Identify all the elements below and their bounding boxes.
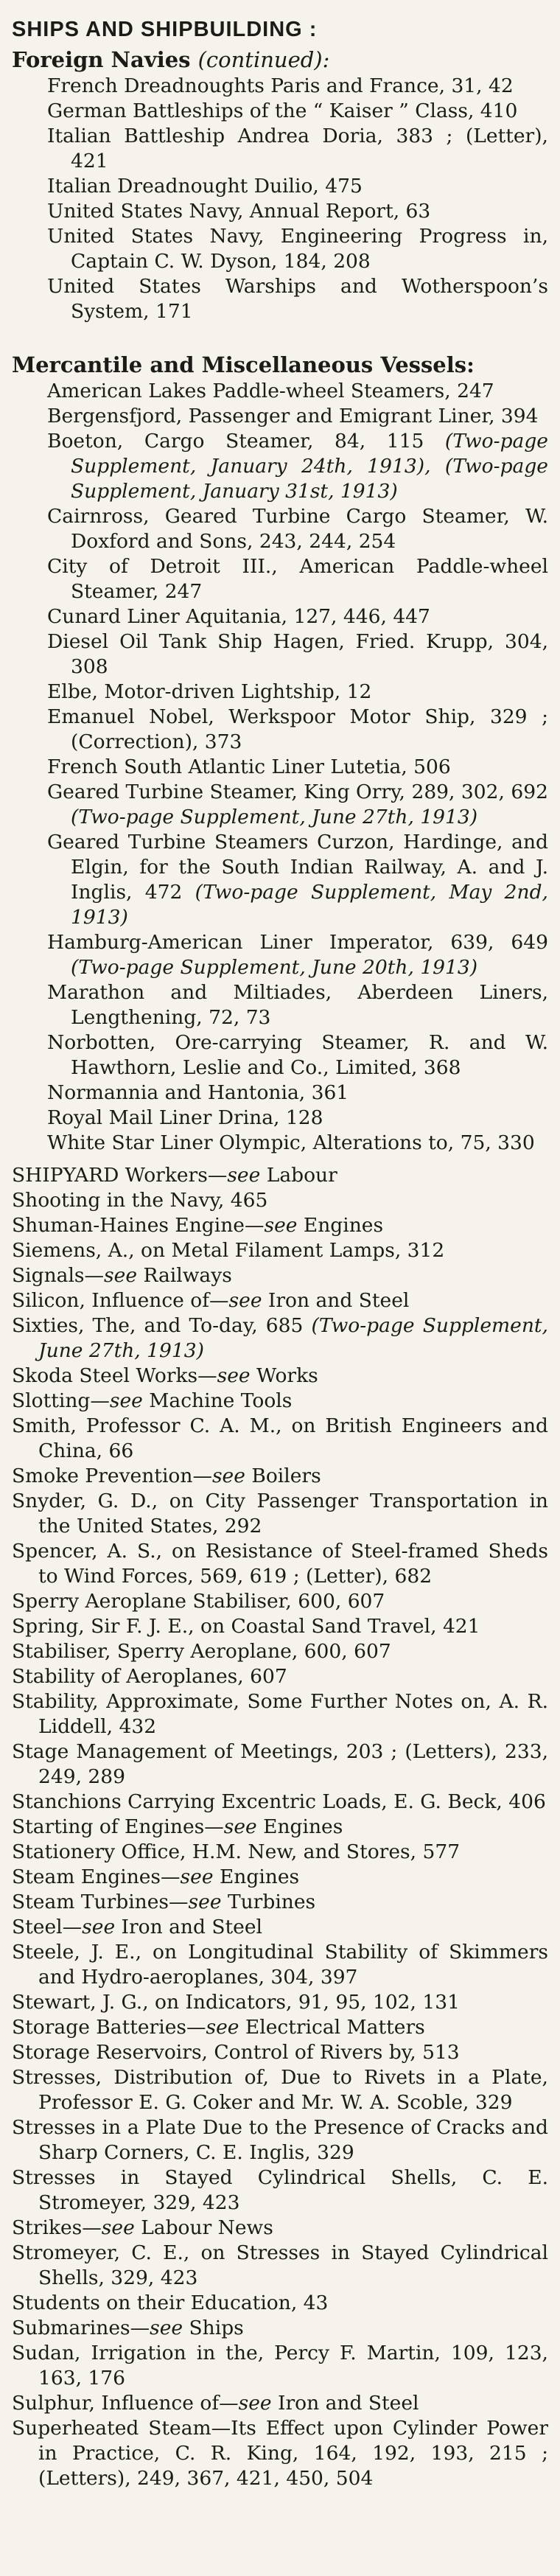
index-entry: [12, 1313, 548, 1364]
see-reference: see: [223, 1815, 257, 1838]
index-entry: [12, 1614, 548, 1639]
supplement-note: (Two-page Supplement, June 20th, 1913): [71, 956, 478, 979]
entry-text: Shooting in the Navy, 465: [12, 1189, 268, 1212]
entry-text: United States Warships and Wotherspoon’s System, 171: [47, 275, 548, 323]
see-reference: see: [227, 1164, 261, 1187]
entry-text: United States Navy, Engineering Progress in, Captain C. W. Dyson, 184, 208: [47, 225, 548, 273]
see-target: Works: [250, 1364, 318, 1387]
index-entry: [12, 429, 548, 504]
foreign-navies-list: [12, 74, 548, 324]
entry-text: Storage Batteries—: [12, 2016, 206, 2039]
supplement-note: (Two-page Supplement, May 2nd, 1913): [71, 881, 548, 929]
entry-text: Diesel Oil Tank Ship Hagen, Fried. Krupp, 304, 308: [47, 630, 548, 678]
see-target: Machine Tools: [142, 1389, 293, 1412]
see-reference: see: [180, 1865, 214, 1888]
index-entry: [12, 780, 548, 830]
entry-text: Spencer, A. S., on Resistance of Steel-framed Sheds to Wind Forces, 569, 619 ; (Letter), 682: [12, 1540, 548, 1588]
index-entry: [12, 1163, 548, 1188]
section-heading-foreign-navies: [12, 46, 548, 74]
index-entry: [12, 2040, 548, 2065]
entry-text: Skoda Steel Works—: [12, 1364, 217, 1387]
index-entry: [12, 1915, 548, 1940]
index-entry: [12, 1865, 548, 1890]
index-entry: [12, 1106, 548, 1131]
index-entry: [12, 2291, 548, 2316]
entry-text: Stage Management of Meetings, 203 ; (Letters), 233, 249, 289: [12, 1740, 548, 1788]
index-entry: [12, 1815, 548, 1840]
index-entry: [12, 1840, 548, 1865]
entry-text: City of Detroit III., American Paddle-wheel Steamer, 247: [47, 555, 548, 603]
index-entry: [12, 1790, 548, 1815]
entry-text: Stresses in Stayed Cylindrical Shells, C. E. Stromeyer, 329, 423: [12, 2166, 548, 2214]
index-entry: [12, 199, 548, 224]
entry-text: Shuman-Haines Engine—: [12, 1214, 265, 1237]
index-entry: [12, 1639, 548, 1664]
entry-text: SHIPYARD Workers—: [12, 1164, 228, 1187]
entry-text: French South Atlantic Liner Lutetia, 506: [47, 755, 451, 778]
entry-text: Steele, J. E., on Longitudinal Stability of Skimmers and Hydro-aeroplanes, 304, 397: [12, 1941, 548, 1989]
entry-text: Sudan, Irrigation in the, Percy F. Martin, 109, 123, 163, 176: [12, 2342, 548, 2390]
index-entry: [12, 1940, 548, 1990]
see-target: Iron and Steel: [115, 1916, 263, 1938]
see-target: Engines: [256, 1815, 343, 1838]
entry-text: Students on their Education, 43: [12, 2291, 329, 2314]
entry-text: Geared Turbine Steamers Curzon, Hardinge, and Elgin, for the South Indian Railway, A. and J. Inglis, 472: [47, 831, 548, 904]
see-target: Iron and Steel: [262, 1289, 410, 1312]
entry-text: Silicon, Influence of—: [12, 1289, 229, 1312]
see-reference: see: [238, 2392, 272, 2415]
entry-text: Strikes—: [12, 2216, 102, 2239]
see-reference: see: [104, 1264, 138, 1287]
index-entry: [12, 1389, 548, 1414]
index-entry: [12, 1288, 548, 1313]
index-entry: [12, 2115, 548, 2165]
entry-text: French Dreadnoughts Paris and France, 31, 42: [47, 74, 514, 97]
index-entry: [12, 755, 548, 780]
see-target: Electrical Matters: [239, 2016, 425, 2039]
see-reference: see: [264, 1214, 298, 1237]
entry-text: American Lakes Paddle-wheel Steamers, 247: [47, 380, 494, 402]
entry-text: Norbotten, Ore-carrying Steamer, R. and W. Hawthorn, Leslie and Co., Limited, 368: [47, 1031, 548, 1079]
entry-text: Cairnross, Geared Turbine Cargo Steamer, W. Doxford and Sons, 243, 244, 254: [47, 505, 548, 553]
index-entry: [12, 274, 548, 324]
entry-text: Signals—: [12, 1264, 105, 1287]
index-entry: [12, 1188, 548, 1213]
index-entry: [12, 174, 548, 199]
entry-text: Stabiliser, Sperry Aeroplane, 600, 607: [12, 1640, 391, 1663]
index-entry: [12, 2416, 548, 2491]
entry-text: Marathon and Miltiades, Aberdeen Liners, Lengthening, 72, 73: [47, 981, 548, 1029]
index-entry: [12, 830, 548, 930]
entry-text: Royal Mail Liner Drina, 128: [47, 1106, 323, 1129]
index-entry: [12, 1364, 548, 1389]
index-entry: [12, 2316, 548, 2341]
entry-text: Emanuel Nobel, Werkspoor Motor Ship, 329 ; (Correction), 373: [47, 705, 548, 753]
mercantile-vessels-list: [12, 379, 548, 1156]
entry-text: United States Navy, Annual Report, 63: [47, 200, 431, 223]
index-entry: [12, 379, 548, 404]
entry-text: Normannia and Hantonia, 361: [47, 1081, 349, 1104]
index-entry: [12, 1414, 548, 1464]
supplement-note: (Two-page Supplement, January 24th, 1913), (Two-page Supplement, January 31st, 1913): [71, 430, 548, 503]
see-reference: see: [211, 1465, 245, 1487]
see-target: Labour: [260, 1164, 337, 1187]
index-entry: [12, 404, 548, 429]
see-target: Railways: [137, 1264, 232, 1287]
entry-text: Steam Turbines—: [12, 1891, 189, 1913]
entry-text: Sperry Aeroplane Stabiliser, 600, 607: [12, 1590, 385, 1613]
entry-text: Smith, Professor C. A. M., on British Engineers and China, 66: [12, 1414, 548, 1462]
section-title: Foreign Navies: [12, 47, 191, 72]
entry-text: Italian Battleship Andrea Doria, 383 ; (Letter), 421: [47, 125, 548, 172]
index-entry: [12, 74, 548, 99]
see-target: Engines: [297, 1214, 384, 1237]
index-entry: [12, 629, 548, 680]
see-reference: see: [217, 1364, 251, 1387]
index-entry: [12, 980, 548, 1030]
index-entry: [12, 1263, 548, 1288]
index-entry: [12, 1489, 548, 1539]
entry-text: Stability of Aeroplanes, 607: [12, 1665, 287, 1688]
entry-text: Cunard Liner Aquitania, 127, 446, 447: [47, 605, 430, 628]
entry-text: German Battleships of the “ Kaiser ” Class, 410: [47, 100, 518, 122]
see-target: Ships: [183, 2317, 244, 2339]
index-entry: [12, 1238, 548, 1263]
see-reference: see: [109, 1389, 143, 1412]
see-target: Labour News: [134, 2216, 273, 2239]
index-entry: [12, 1739, 548, 1790]
entry-text: Storage Reservoirs, Control of Rivers by, 513: [12, 2041, 460, 2064]
index-entry: [12, 604, 548, 629]
index-entry: [12, 224, 548, 274]
entry-text: Stability, Approximate, Some Further Notes on, A. R. Liddell, 432: [12, 1690, 548, 1738]
index-entry: [12, 2065, 548, 2115]
entry-text: Stresses in a Plate Due to the Presence of Cracks and Sharp Corners, C. E. Inglis, 329: [12, 2116, 548, 2164]
index-entry: [12, 2216, 548, 2241]
index-entry: [12, 1664, 548, 1689]
entry-text: Geared Turbine Steamer, King Orry, 289, 302, 692: [47, 781, 548, 803]
supplement-note: (Two-page Supplement, June 27th, 1913): [38, 1314, 548, 1362]
index-entry: [12, 2341, 548, 2391]
index-entry: [12, 1589, 548, 1614]
entry-text: Stanchions Carrying Excentric Loads, E. G. Beck, 406: [12, 1790, 546, 1813]
index-entry: [12, 1990, 548, 2015]
entry-text: Stromeyer, C. E., on Stresses in Stayed Cylindrical Shells, 329, 423: [12, 2241, 548, 2289]
index-entry: [12, 2015, 548, 2040]
index-entries-list: [12, 1163, 548, 2491]
index-entry: [12, 705, 548, 755]
section-heading-mercantile: Mercantile and Miscellaneous Vessels:: [12, 352, 475, 377]
index-entry: [12, 1131, 548, 1156]
index-entry: [12, 1464, 548, 1489]
see-reference: see: [206, 2016, 239, 2039]
index-entry: [12, 680, 548, 705]
index-entry: [12, 1539, 548, 1589]
index-entry: [12, 1213, 548, 1238]
index-entry: [12, 1689, 548, 1739]
entry-text: Italian Dreadnought Duilio, 475: [47, 175, 363, 198]
see-target: Engines: [213, 1865, 300, 1888]
index-entry: [12, 1030, 548, 1081]
page-heading: SHIPS AND SHIPBUILDING :: [12, 18, 318, 41]
supplement-note: (Two-page Supplement, June 27th, 1913): [71, 806, 478, 828]
index-entry: [12, 2241, 548, 2291]
index-entry: [12, 1890, 548, 1915]
see-reference: see: [228, 1289, 262, 1312]
entry-text: Superheated Steam—Its Effect upon Cylinder Power in Practice, C. R. King, 164, 192, 193, 215 ; (Letters), 249, 367, 421, 450, 504: [12, 2417, 548, 2490]
index-entry: [12, 2165, 548, 2216]
entry-text: Snyder, G. D., on City Passenger Transportation in the United States, 292: [12, 1490, 548, 1537]
see-reference: see: [150, 2317, 183, 2339]
entry-text: Sulphur, Influence of—: [12, 2392, 239, 2415]
entry-text: Sixties, The, and To-day, 685: [12, 1314, 312, 1337]
entry-text: Boeton, Cargo Steamer, 84, 115: [47, 430, 445, 453]
entry-text: Hamburg-American Liner Imperator, 639, 649: [47, 931, 548, 954]
index-entry: [12, 554, 548, 604]
see-target: Boilers: [245, 1465, 321, 1487]
see-reference: see: [101, 2216, 135, 2239]
entry-text: Stresses, Distribution of, Due to Rivets in a Plate, Professor E. G. Coker and Mr. W. A. Scoble, 329: [12, 2066, 548, 2114]
entry-text: Smoke Prevention—: [12, 1465, 212, 1487]
entry-text: Siemens, A., on Metal Filament Lamps, 312: [12, 1239, 445, 1262]
entry-text: Slotting—: [12, 1389, 110, 1412]
entry-text: Bergensfjord, Passenger and Emigrant Liner, 394: [47, 405, 539, 427]
index-entry: [12, 124, 548, 174]
entry-text: Stewart, J. G., on Indicators, 91, 95, 102, 131: [12, 1991, 460, 2014]
section-continued-note: (continued):: [197, 47, 330, 72]
entry-text: Submarines—: [12, 2317, 150, 2339]
entry-text: Starting of Engines—: [12, 1815, 224, 1838]
entry-text: White Star Liner Olympic, Alterations to, 75, 330: [47, 1131, 535, 1154]
see-reference: see: [82, 1916, 116, 1938]
see-target: Iron and Steel: [271, 2392, 419, 2415]
entry-text: Spring, Sir F. J. E., on Coastal Sand Travel, 421: [12, 1615, 480, 1638]
entry-text: Elbe, Motor-driven Lightship, 12: [47, 680, 372, 703]
index-entry: [12, 930, 548, 980]
entry-text: Stationery Office, H.M. New, and Stores, 577: [12, 1840, 461, 1863]
see-target: Turbines: [221, 1891, 316, 1913]
index-entry: [12, 2391, 548, 2416]
index-entry: [12, 99, 548, 124]
entry-text: Steel—: [12, 1916, 83, 1938]
index-entry: [12, 1081, 548, 1106]
index-entry: [12, 504, 548, 554]
see-reference: see: [188, 1891, 222, 1913]
entry-text: Steam Engines—: [12, 1865, 181, 1888]
